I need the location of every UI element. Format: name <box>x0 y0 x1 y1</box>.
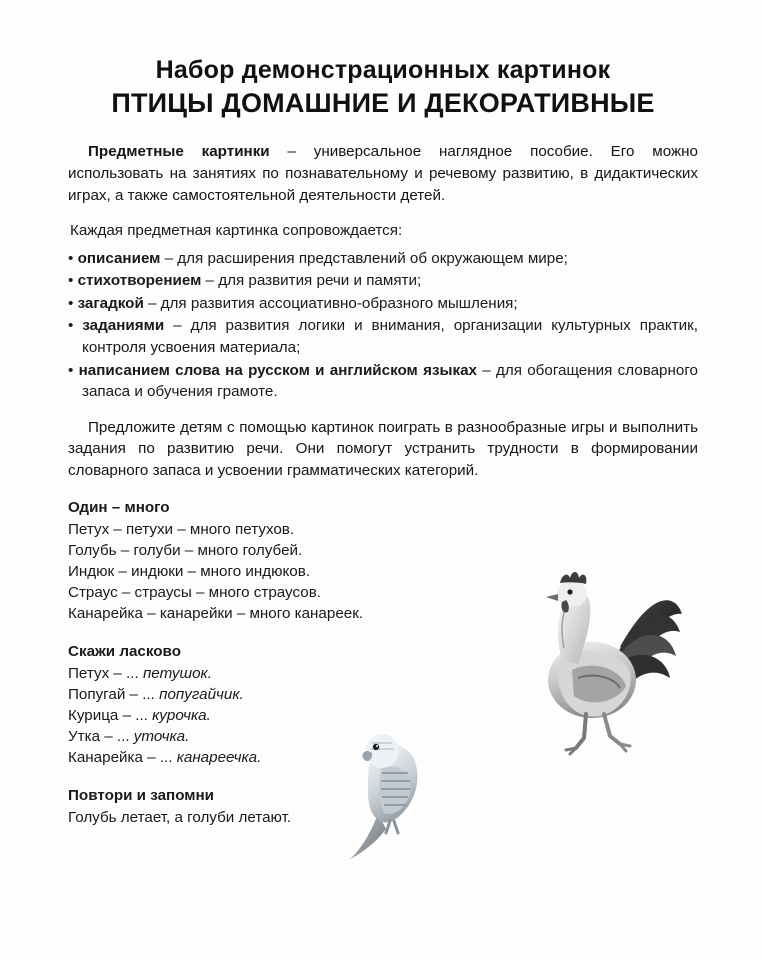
list-item <box>68 270 698 292</box>
list-item <box>68 248 698 270</box>
intro-bold-lead: Предметные картинки <box>88 143 270 161</box>
section-line <box>68 604 498 625</box>
line-plain: Петух – ... <box>68 665 143 683</box>
list-item-text: – для развития речи и памяти; <box>201 272 422 290</box>
rooster-photo <box>500 552 685 767</box>
lead-in-text: Каждая предметная картинка сопровождается: <box>70 222 403 240</box>
bullet-marker: • <box>68 272 74 290</box>
line-plain: Голубь летает, а голуби летают. <box>68 809 292 827</box>
section-one-many <box>68 499 498 625</box>
feature-list <box>68 248 698 403</box>
list-item-term: заданиями <box>82 317 165 335</box>
line-plain: Канарейка – канарейки – много канареек. <box>68 605 364 623</box>
budgerigar-photo <box>320 705 470 865</box>
section-line <box>68 562 498 583</box>
intro-paragraph <box>68 141 698 206</box>
bullet-marker: • <box>68 317 74 335</box>
section-heading: Повтори и запомни <box>68 787 215 805</box>
line-plain: Индюк – индюки – много индюков. <box>68 563 311 581</box>
list-item <box>68 293 698 315</box>
title-line-1: Набор демонстрационных картинок <box>155 56 611 84</box>
line-plain: Курица – ... <box>68 707 153 725</box>
list-item-text: – для обогащения словарного запаса и обучения грамоте. <box>82 361 698 401</box>
line-plain: Попугай – ... <box>68 686 160 704</box>
list-item-term: описанием <box>77 249 161 267</box>
bullet-marker: • <box>68 294 74 312</box>
title-line-2: ПТИЦЫ ДОМАШНИЕ И ДЕКОРАТИВНЫЕ <box>111 87 655 118</box>
line-italic: курочка. <box>152 707 211 725</box>
list-item-term: стихотворением <box>77 272 202 290</box>
intro-text: – универсальное наглядное пособие. Его можно использовать на занятиях по познавательному и речевому развитию, в дидактических играх, а также самостоятельной деятельности детей. <box>68 143 698 204</box>
list-item-term: написанием слова на русском и английском языках <box>78 361 477 379</box>
line-plain: Страус – страусы – много страусов. <box>68 584 321 602</box>
list-item <box>68 360 698 403</box>
section-heading: Один – много <box>68 499 170 517</box>
list-item-text: – для развития ассоциативно-образного мышления; <box>143 294 518 312</box>
line-italic: уточка. <box>133 728 190 746</box>
closing-paragraph: Предложите детям с помощью картинок поиграть в разнообразные игры и выполнить задания по развитию речи. Они помогут устранить трудности в формировании словарного запаса и усвоении грамматических категорий. <box>68 418 698 479</box>
line-plain: Канарейка – ... <box>68 749 177 767</box>
page-title <box>68 56 698 119</box>
line-plain: Петух – петухи – много петухов. <box>68 521 295 539</box>
list-item-text: – для расширения представлений об окружающем мире; <box>160 249 568 267</box>
bullet-marker: • <box>68 249 74 267</box>
section-line <box>68 520 498 541</box>
bullet-marker: • <box>68 361 74 379</box>
line-italic: канареечка. <box>176 749 262 767</box>
section-heading: Скажи ласково <box>68 643 181 661</box>
list-item-text: – для развития логики и внимания, организации культурных практик, контроля усвоения материала; <box>82 317 698 356</box>
section-line <box>68 664 498 685</box>
line-italic: петушок. <box>142 665 212 683</box>
list-item-term: загадкой <box>77 294 144 312</box>
section-line <box>68 685 498 706</box>
section-line <box>68 583 498 604</box>
list-item <box>68 315 698 358</box>
line-plain: Голубь – голуби – много голубей. <box>68 542 303 560</box>
line-italic: попугайчик. <box>159 686 244 704</box>
section-line <box>68 541 498 562</box>
line-plain: Утка – ... <box>68 728 134 746</box>
